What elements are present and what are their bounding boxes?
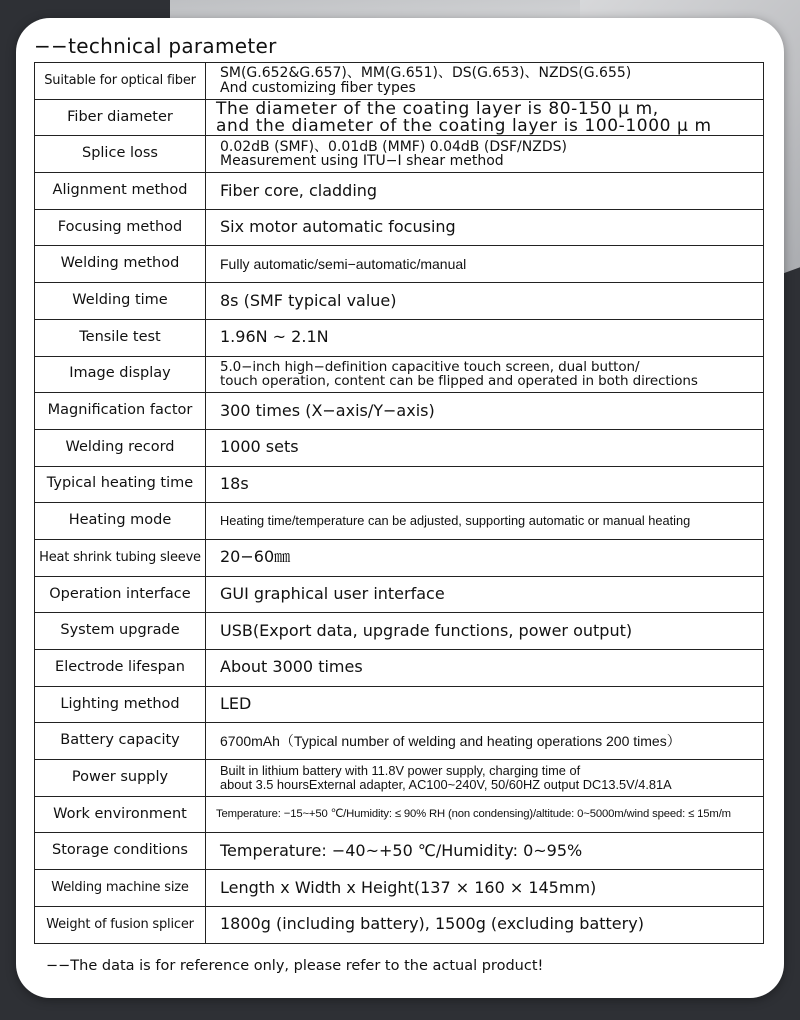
row-value: Length x Width x Height(137 × 160 × 145mm) bbox=[206, 870, 764, 907]
row-value: GUI graphical user interface bbox=[206, 576, 764, 613]
row-label: Image display bbox=[35, 356, 206, 393]
row-value: Heating time/temperature can be adjusted, supporting automatic or manual heating bbox=[206, 503, 764, 540]
row-label: Electrode lifespan bbox=[35, 650, 206, 687]
row-value-line: touch operation, content can be flipped and operated in both directions bbox=[220, 373, 698, 390]
row-value bbox=[206, 99, 764, 136]
row-value: Fiber core, cladding bbox=[206, 173, 764, 210]
row-value-line: And customizing fiber types bbox=[220, 79, 416, 96]
row-value: USB(Export data, upgrade functions, power output) bbox=[206, 613, 764, 650]
row-value: 1000 sets bbox=[206, 429, 764, 466]
row-value-line: SM(G.652&G.657)、MM(G.651)、DS(G.653)、NZDS(G.655) bbox=[220, 65, 632, 82]
row-value-line: and the diameter of the coating layer is 100-1000 μ m bbox=[216, 115, 712, 136]
row-value-line: about 3.5 hoursExternal adapter, AC100~240V, 50/60HZ output DC13.5V/4.81A bbox=[220, 776, 672, 792]
row-label: Splice loss bbox=[35, 136, 206, 173]
table-row bbox=[35, 466, 764, 503]
row-value: 300 times (X−axis/Y−axis) bbox=[206, 393, 764, 430]
row-value: Temperature: −40~+50 ℃/Humidity: 0~95% bbox=[206, 833, 764, 870]
table-row bbox=[35, 723, 764, 760]
row-value: LED bbox=[206, 686, 764, 723]
row-value: Fully automatic/semi−automatic/manual bbox=[206, 246, 764, 283]
row-value-line: Built in lithium battery with 11.8V power supply, charging time of bbox=[220, 763, 581, 779]
row-label: Operation interface bbox=[35, 576, 206, 613]
table-row bbox=[35, 650, 764, 687]
table-row bbox=[35, 246, 764, 283]
row-value bbox=[206, 356, 764, 393]
table-row bbox=[35, 356, 764, 393]
row-label: Welding method bbox=[35, 246, 206, 283]
row-label: Lighting method bbox=[35, 686, 206, 723]
row-value-line: 0.02dB (SMF)、0.01dB (MMF) 0.04dB (DSF/NZDS) bbox=[220, 138, 567, 155]
row-label: Magnification factor bbox=[35, 393, 206, 430]
table-row bbox=[35, 63, 764, 100]
table-row bbox=[35, 576, 764, 613]
table-row bbox=[35, 539, 764, 576]
table-row bbox=[35, 209, 764, 246]
row-value: 6700mAh（Typical number of welding and heating operations 200 times） bbox=[206, 723, 764, 760]
table-row bbox=[35, 393, 764, 430]
row-label: Heat shrink tubing sleeve bbox=[35, 539, 206, 576]
row-value: Temperature: −15~+50 ℃/Humidity: ≤ 90% RH (non condensing)/altitude: 0~5000m/wind speed: ≤ 15m/m bbox=[206, 796, 764, 833]
row-value bbox=[206, 136, 764, 173]
row-label: Alignment method bbox=[35, 173, 206, 210]
row-label: Suitable for optical fiber bbox=[35, 63, 206, 100]
table-row bbox=[35, 796, 764, 833]
disclaimer-note: −−The data is for reference only, please refer to the actual product! bbox=[46, 958, 544, 974]
table-row bbox=[35, 870, 764, 907]
spec-table bbox=[34, 62, 764, 944]
row-label: Tensile test bbox=[35, 319, 206, 356]
page-title: −−technical parameter bbox=[34, 34, 277, 58]
row-value: 8s (SMF typical value) bbox=[206, 283, 764, 320]
row-value: 1.96N ~ 2.1N bbox=[206, 319, 764, 356]
row-label: Focusing method bbox=[35, 209, 206, 246]
row-label: Heating mode bbox=[35, 503, 206, 540]
table-row bbox=[35, 833, 764, 870]
row-value: Six motor automatic focusing bbox=[206, 209, 764, 246]
row-value: 18s bbox=[206, 466, 764, 503]
row-label: Fiber diameter bbox=[35, 99, 206, 136]
table-row bbox=[35, 906, 764, 943]
table-row bbox=[35, 173, 764, 210]
row-value bbox=[206, 63, 764, 100]
row-value: About 3000 times bbox=[206, 650, 764, 687]
row-label: Storage conditions bbox=[35, 833, 206, 870]
table-row bbox=[35, 429, 764, 466]
row-value-line: Measurement using ITU−I shear method bbox=[220, 153, 504, 170]
row-label: Weight of fusion splicer bbox=[35, 906, 206, 943]
row-value bbox=[206, 760, 764, 797]
table-row bbox=[35, 319, 764, 356]
row-label: Welding machine size bbox=[35, 870, 206, 907]
row-label: Welding record bbox=[35, 429, 206, 466]
table-row bbox=[35, 283, 764, 320]
table-row bbox=[35, 613, 764, 650]
table-row bbox=[35, 503, 764, 540]
table-row bbox=[35, 99, 764, 136]
row-value-line: The diameter of the coating layer is 80-150 μ m, bbox=[216, 99, 659, 119]
spec-card bbox=[16, 18, 784, 998]
row-label: System upgrade bbox=[35, 613, 206, 650]
table-row bbox=[35, 686, 764, 723]
row-value-line: 5.0−inch high−definition capacitive touch screen, dual button/ bbox=[220, 359, 640, 376]
table-row bbox=[35, 136, 764, 173]
row-label: Welding time bbox=[35, 283, 206, 320]
row-label: Battery capacity bbox=[35, 723, 206, 760]
row-label: Work environment bbox=[35, 796, 206, 833]
row-label: Power supply bbox=[35, 760, 206, 797]
row-label: Typical heating time bbox=[35, 466, 206, 503]
row-value: 1800g (including battery), 1500g (excluding battery) bbox=[206, 906, 764, 943]
table-row bbox=[35, 760, 764, 797]
row-value: 20−60㎜ bbox=[206, 539, 764, 576]
